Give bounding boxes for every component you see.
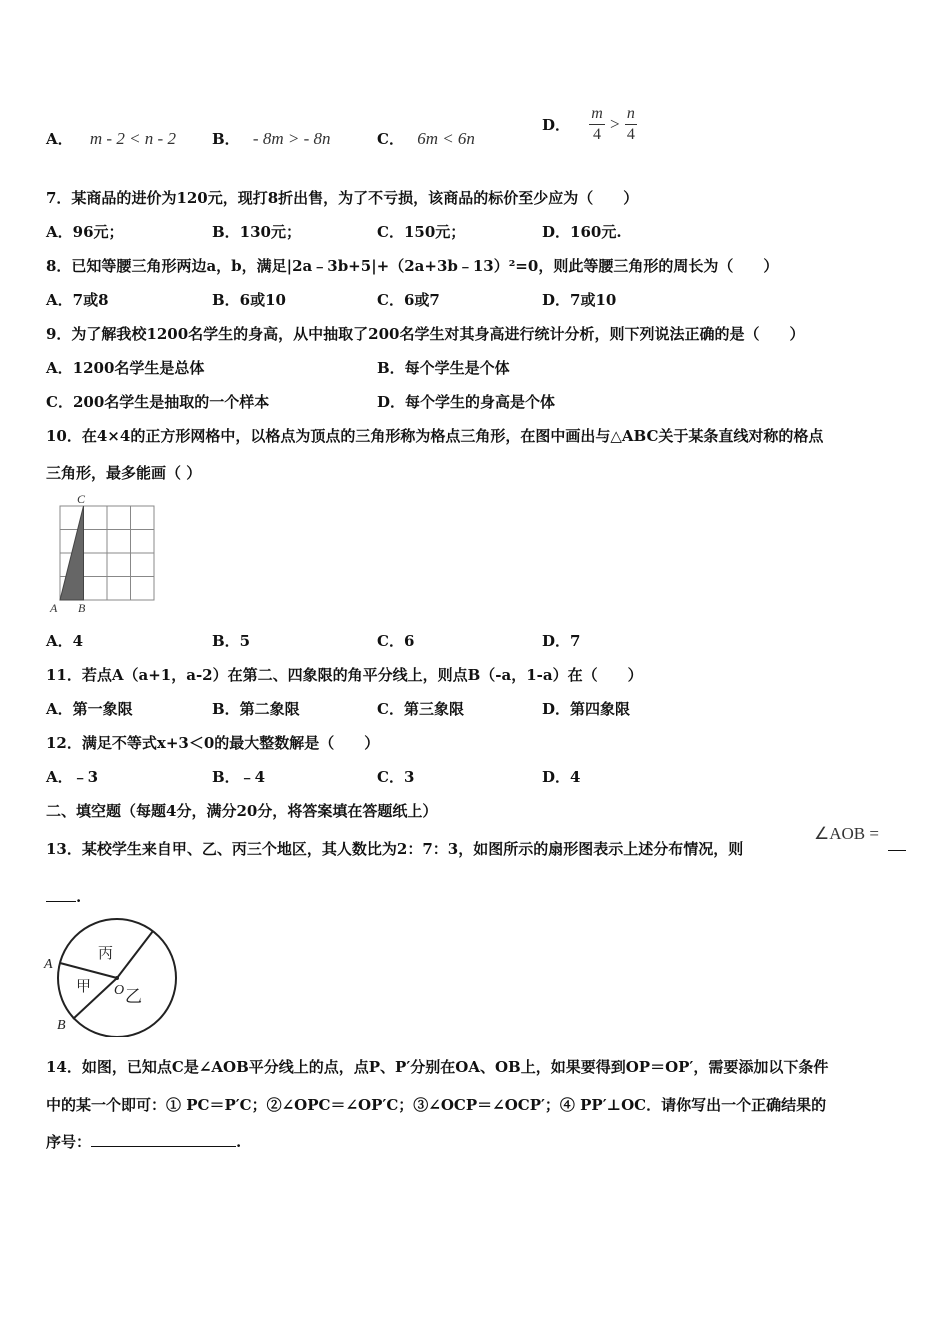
q6-option-d: D． $\frac{m}{4}$ > $\frac{n}{4}$	[542, 105, 635, 143]
q10-grid-figure	[46, 492, 160, 614]
q10-stem-line2: 三角形，最多能画（ ）	[46, 464, 202, 482]
q10-option-b: B．5	[212, 632, 251, 650]
q9-option-b: B．每个学生是个体	[377, 359, 510, 377]
q9-stem: 9．为了解我校1200名学生的身高，从中抽取了200名学生对其身高进行统计分析，则下列说法正确的是（ ）	[46, 325, 805, 343]
q13-angle-expr: ∠AOB =	[814, 824, 879, 843]
q13-radius-oa	[60, 963, 117, 978]
q7-option-b: B．130元；	[212, 223, 301, 241]
q11-option-b: B．第二象限	[212, 700, 300, 718]
q8-option-b: B．6或10	[212, 291, 286, 309]
q6-option-d-left-fraction: $\frac{m}{4}$	[591, 105, 603, 143]
q14-line1: 14．如图，已知点C是∠AOB平分线上的点，点P、P′分别在OA、OB上，如果要得到OP＝OP′，需要添加以下条件	[46, 1058, 829, 1076]
q9-option-a: A．1200名学生是总体	[46, 359, 205, 377]
q10-option-c: C．6	[377, 632, 415, 650]
q9-option-c: C．200名学生是抽取的一个样本	[46, 393, 270, 411]
q6-option-a: A． m - 2 < n - 2	[46, 129, 176, 148]
q13-label-bing: 丙	[98, 946, 114, 962]
q8-option-d: D．7或10	[542, 291, 617, 309]
q6-option-d-operator: >	[610, 114, 620, 134]
q14-line3: 序号： .	[46, 1133, 242, 1151]
q13-center-o	[115, 976, 119, 980]
q13-label-o: O	[114, 983, 125, 998]
q7-option-d: D．160元.	[542, 223, 622, 241]
q7-stem: 7．某商品的进价为120元，现打8折出售，为了不亏损，该商品的标价至少应为（ ）	[46, 189, 639, 207]
q11-option-c: C．第三象限	[377, 700, 464, 718]
q10-label-b: B	[78, 601, 86, 614]
q6-option-c: C． 6m < 6n	[377, 129, 475, 148]
q13-pie-figure	[40, 912, 190, 1037]
q12-option-d: D．4	[542, 768, 581, 786]
q8-option-c: C．6或7	[377, 291, 440, 309]
q10-option-a: A．4	[46, 632, 84, 650]
q8-stem: 8．已知等腰三角形两边a，b，满足|2a﹣3b+5|+（2a+3b﹣13）²=0，则此等腰三角形的周长为（ ）	[46, 257, 779, 275]
q10-label-a: A	[50, 601, 58, 614]
q12-stem: 12．满足不等式x+3＜0的最大整数解是（ ）	[46, 734, 380, 752]
q12-option-c: C．3	[377, 768, 415, 786]
q13-answer-line: .	[46, 888, 81, 906]
q13-blank-line-end	[888, 850, 906, 851]
q9-option-d: D．每个学生的身高是个体	[377, 393, 556, 411]
q6-option-c-expr: 6m < 6n	[417, 129, 475, 148]
q13-label-jia: 甲	[76, 979, 92, 995]
q11-stem: 11．若点A（a+1，a-2）在第二、四象限的角平分线上，则点B（-a，1-a）在（ ）	[46, 666, 643, 684]
q13-label-a: A	[44, 957, 53, 972]
q12-option-a: A．﹣3	[46, 768, 99, 786]
q6-option-a-expr: m - 2 < n - 2	[89, 129, 176, 148]
q11-option-d: D．第四象限	[542, 700, 631, 718]
q13-radius-oc	[117, 931, 153, 978]
q11-option-a: A．第一象限	[46, 700, 133, 718]
q6-option-d-right-fraction: $\frac{n}{4}$	[626, 105, 635, 143]
q7-option-a: A．96元；	[46, 223, 124, 241]
q13-blank[interactable]	[46, 901, 76, 902]
q6-option-b-expr: - 8m > - 8n	[252, 129, 331, 148]
q14-line2: 中的某一个即可：① PC＝P′C；②∠OPC＝∠OP′C；③∠OCP＝∠OCP′；④ PP′⊥OC．请你写出一个正确结果的	[46, 1096, 827, 1114]
q12-option-b: B．﹣4	[212, 768, 266, 786]
q10-stem-line1: 10．在4×4的正方形网格中，以格点为顶点的三角形称为格点三角形，在图中画出与△ABC关于某条直线对称的格点	[46, 427, 824, 445]
q6-option-b: B． - 8m > - 8n	[212, 129, 331, 148]
q10-option-d: D．7	[542, 632, 581, 650]
q13-stem: 13．某校学生来自甲、乙、丙三个地区，其人数比为2：7：3，如图所示的扇形图表示上述分布情况，则	[46, 840, 744, 858]
q13-label-yi: 乙	[125, 987, 142, 1006]
q10-label-c: C	[77, 492, 86, 506]
section-title-fill-in-blank: 二、填空题（每题4分，满分20分，将答案填在答题纸上）	[46, 802, 438, 820]
q13-label-b: B	[57, 1018, 66, 1033]
q7-option-c: C．150元；	[377, 223, 466, 241]
q14-blank[interactable]	[91, 1146, 236, 1147]
q8-option-a: A．7或8	[46, 291, 109, 309]
